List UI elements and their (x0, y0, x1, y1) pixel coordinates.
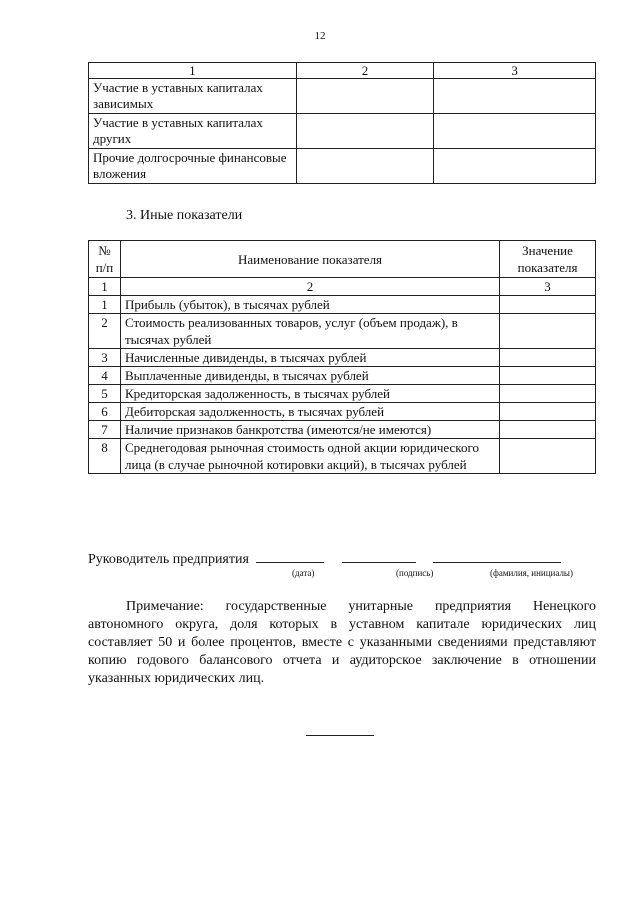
signature-label: Руководитель предприятия (88, 552, 249, 567)
row-number: 2 (89, 314, 121, 349)
value-cell (434, 149, 596, 184)
indicator-value (500, 349, 596, 367)
indicator-name: Начисленные дивиденды, в тысячах рублей (120, 349, 499, 367)
date-caption: (дата) (292, 568, 315, 578)
table-row (89, 149, 596, 184)
end-divider (306, 735, 374, 736)
row-number: 6 (89, 403, 121, 421)
value-cell (296, 114, 434, 149)
column-number: 3 (434, 63, 596, 79)
row-label: Участие в уставных капиталах зависимых (89, 79, 297, 114)
table-row (89, 314, 596, 349)
indicator-value (500, 439, 596, 474)
name-caption: (фамилия, инициалы) (490, 568, 573, 578)
value-cell (434, 79, 596, 114)
indicator-value (500, 367, 596, 385)
indicator-name: Стоимость реализованных товаров, услуг (объем продаж), в тысячах рублей (120, 314, 499, 349)
name-line (433, 548, 561, 563)
row-label: Прочие долгосрочные финансовые вложения (89, 149, 297, 184)
table-row (89, 403, 596, 421)
header-name: Наименование показателя (120, 241, 499, 278)
row-label: Участие в уставных капиталах других (89, 114, 297, 149)
column-number: 1 (89, 278, 121, 296)
table-header-row (89, 241, 596, 278)
indicators-table (88, 240, 596, 474)
value-cell (296, 149, 434, 184)
indicator-value (500, 385, 596, 403)
indicator-value (500, 296, 596, 314)
signature-block (88, 548, 598, 568)
date-line (256, 548, 324, 563)
table-row (89, 296, 596, 314)
row-number: 7 (89, 421, 121, 439)
investments-table (88, 62, 596, 184)
header-number: № п/п (89, 241, 121, 278)
page-number: 12 (314, 30, 326, 42)
column-number: 2 (296, 63, 434, 79)
table-row (89, 367, 596, 385)
column-number: 1 (89, 63, 297, 79)
row-number: 5 (89, 385, 121, 403)
column-number: 2 (120, 278, 499, 296)
header-value: Значение показателя (500, 241, 596, 278)
table-header-row (89, 63, 596, 79)
table-row (89, 114, 596, 149)
row-number: 4 (89, 367, 121, 385)
indicator-name: Выплаченные дивиденды, в тысячах рублей (120, 367, 499, 385)
indicator-value (500, 403, 596, 421)
section-title: 3. Иные показатели (126, 208, 243, 223)
column-numbers-row (89, 278, 596, 296)
table-row (89, 421, 596, 439)
indicator-name: Прибыль (убыток), в тысячах рублей (120, 296, 499, 314)
indicator-name: Среднегодовая рыночная стоимость одной акции юридического лица (в случае рыночной котировки акций), в тысячах рублей (120, 439, 499, 474)
indicator-name: Наличие признаков банкротства (имеются/не имеются) (120, 421, 499, 439)
indicator-name: Дебиторская задолженность, в тысячах рублей (120, 403, 499, 421)
note-paragraph: Примечание: государственные унитарные предприятия Ненецкого автономного округа, доля которых в уставном капитале юридических лиц составляет 50 и более процентов, вместе с указанными сведениями представляют копию годового балансового отчета и аудиторское заключение в отношении указанных юридических лиц. (88, 599, 596, 686)
table-row (89, 439, 596, 474)
indicator-value (500, 421, 596, 439)
table-row (89, 79, 596, 114)
column-number: 3 (500, 278, 596, 296)
indicator-name: Кредиторская задолженность, в тысячах рублей (120, 385, 499, 403)
indicator-value (500, 314, 596, 349)
table-row (89, 385, 596, 403)
row-number: 8 (89, 439, 121, 474)
sign-caption: (подпись) (396, 568, 434, 578)
value-cell (296, 79, 434, 114)
signature-line (342, 548, 416, 563)
row-number: 1 (89, 296, 121, 314)
table-row (89, 349, 596, 367)
value-cell (434, 114, 596, 149)
row-number: 3 (89, 349, 121, 367)
